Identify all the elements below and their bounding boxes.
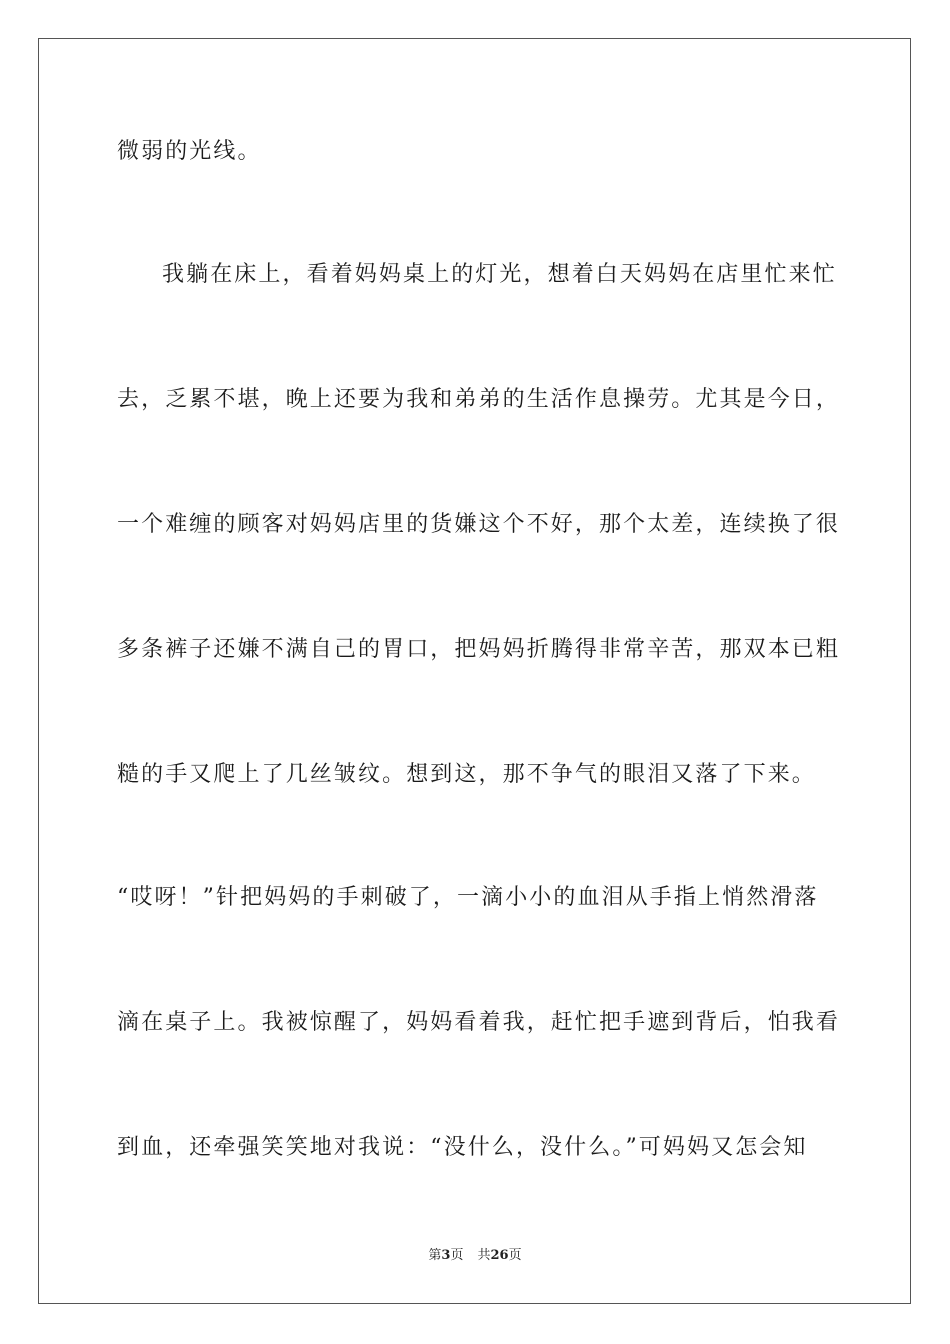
paragraph-line: 到血，还牵强笑笑地对我说：“没什么，没什么。”可妈妈又怎会知 [117, 1135, 808, 1160]
page-border [38, 38, 911, 1304]
total-prefix: 共 [477, 1248, 491, 1263]
paragraph-line: 一个难缠的顾客对妈妈店里的货嫌这个不好，那个太差，连续换了很 [117, 512, 841, 537]
paragraph-line: “哎呀！”针把妈妈的手刺破了，一滴小小的血泪从手指上悄然滑落 [117, 885, 819, 910]
paragraph-line: 滴在桌子上。我被惊醒了，妈妈看着我，赶忙把手遮到背后，怕我看 [117, 1010, 841, 1035]
page-footer [0, 1247, 950, 1265]
paragraph-line: 我躺在床上，看着妈妈桌上的灯光，想着白天妈妈在店里忙来忙 [162, 262, 837, 287]
page-suffix: 页 [450, 1248, 464, 1263]
paragraph-line: 糙的手又爬上了几丝皱纹。想到这，那不争气的眼泪又落了下来。 [117, 762, 816, 787]
paragraph-line: 多条裤子还嫌不满自己的胃口，把妈妈折腾得非常辛苦，那双本已粗 [117, 637, 841, 662]
total-pages: 26 [490, 1248, 509, 1263]
page-prefix: 第 [428, 1248, 442, 1263]
total-suffix: 页 [508, 1248, 522, 1263]
paragraph-line: 去，乏累不堪，晚上还要为我和弟弟的生活作息操劳。尤其是今日， [117, 387, 841, 412]
page-number: 3 [441, 1248, 451, 1263]
paragraph-line: 微弱的光线。 [117, 139, 262, 164]
